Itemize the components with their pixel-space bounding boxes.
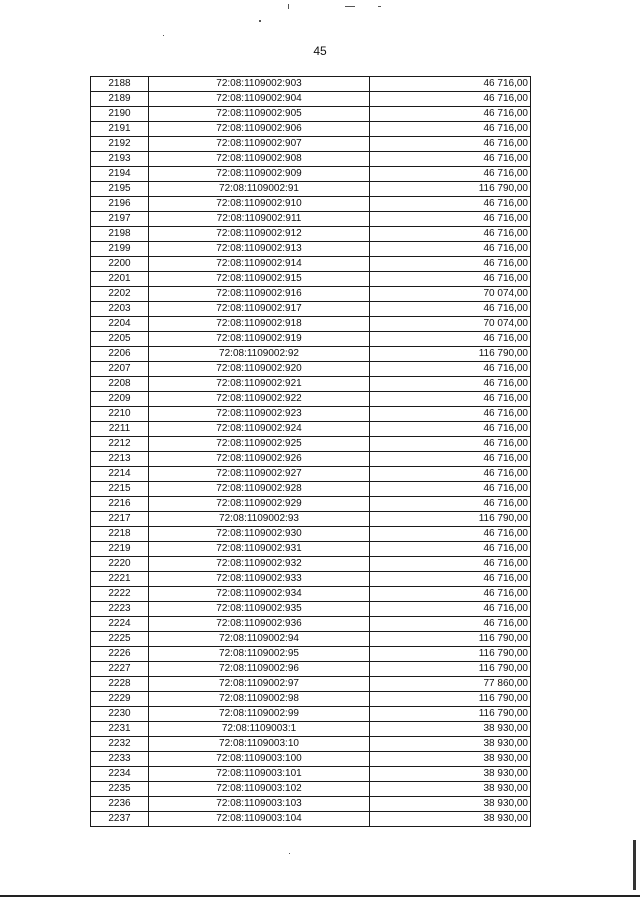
- table-row: [91, 482, 531, 497]
- cadastral-number-cell: 72:08:1109002:920: [149, 362, 370, 377]
- value-cell: 46 716,00: [370, 542, 531, 557]
- row-number-cell: 2220: [91, 557, 149, 572]
- cadastral-number-cell: 72:08:1109002:93: [149, 512, 370, 527]
- cadastral-number-cell: 72:08:1109002:907: [149, 137, 370, 152]
- table-row: [91, 317, 531, 332]
- table-row: [91, 272, 531, 287]
- row-number-cell: 2189: [91, 92, 149, 107]
- cadastral-number-cell: 72:08:1109002:925: [149, 437, 370, 452]
- table-row: [91, 572, 531, 587]
- page-number: 45: [313, 44, 327, 58]
- row-number-cell: 2227: [91, 662, 149, 677]
- table-row: [91, 437, 531, 452]
- cadastral-number-cell: 72:08:1109002:924: [149, 422, 370, 437]
- value-cell: 116 790,00: [370, 182, 531, 197]
- table-row: [91, 242, 531, 257]
- row-number-cell: 2207: [91, 362, 149, 377]
- cadastral-number-cell: 72:08:1109002:919: [149, 332, 370, 347]
- value-cell: 46 716,00: [370, 407, 531, 422]
- row-number-cell: 2204: [91, 317, 149, 332]
- table-row: [91, 167, 531, 182]
- cadastral-number-cell: 72:08:1109002:905: [149, 107, 370, 122]
- row-number-cell: 2206: [91, 347, 149, 362]
- cadastral-number-cell: 72:08:1109002:930: [149, 527, 370, 542]
- row-number-cell: 2205: [91, 332, 149, 347]
- value-cell: 46 716,00: [370, 557, 531, 572]
- value-cell: 38 930,00: [370, 767, 531, 782]
- table-row: [91, 467, 531, 482]
- cadastral-number-cell: 72:08:1109002:923: [149, 407, 370, 422]
- cadastral-number-cell: 72:08:1109003:10: [149, 737, 370, 752]
- table-row: [91, 212, 531, 227]
- scan-speck: [378, 6, 381, 7]
- value-cell: 46 716,00: [370, 392, 531, 407]
- cadastral-number-cell: 72:08:1109002:929: [149, 497, 370, 512]
- row-number-cell: 2188: [91, 77, 149, 92]
- row-number-cell: 2213: [91, 452, 149, 467]
- row-number-cell: 2218: [91, 527, 149, 542]
- table-row: [91, 752, 531, 767]
- value-cell: 46 716,00: [370, 467, 531, 482]
- value-cell: 46 716,00: [370, 212, 531, 227]
- value-cell: 46 716,00: [370, 602, 531, 617]
- row-number-cell: 2217: [91, 512, 149, 527]
- cadastral-number-cell: 72:08:1109002:99: [149, 707, 370, 722]
- cadastral-number-cell: 72:08:1109002:97: [149, 677, 370, 692]
- row-number-cell: 2209: [91, 392, 149, 407]
- table-row: [91, 77, 531, 92]
- row-number-cell: 2193: [91, 152, 149, 167]
- cadastral-number-cell: 72:08:1109002:94: [149, 632, 370, 647]
- cadastral-number-cell: 72:08:1109002:96: [149, 662, 370, 677]
- row-number-cell: 2216: [91, 497, 149, 512]
- row-number-cell: 2219: [91, 542, 149, 557]
- row-number-cell: 2208: [91, 377, 149, 392]
- row-number-cell: 2215: [91, 482, 149, 497]
- table-row: [91, 587, 531, 602]
- cadastral-number-cell: 72:08:1109002:904: [149, 92, 370, 107]
- cadastral-number-cell: 72:08:1109003:100: [149, 752, 370, 767]
- row-number-cell: 2190: [91, 107, 149, 122]
- scan-speck: [345, 6, 355, 7]
- table-row: [91, 92, 531, 107]
- cadastral-number-cell: 72:08:1109002:914: [149, 257, 370, 272]
- cadastral-number-cell: 72:08:1109002:913: [149, 242, 370, 257]
- value-cell: 46 716,00: [370, 332, 531, 347]
- table-row: [91, 602, 531, 617]
- table-row: [91, 692, 531, 707]
- value-cell: 46 716,00: [370, 152, 531, 167]
- value-cell: 46 716,00: [370, 527, 531, 542]
- row-number-cell: 2212: [91, 437, 149, 452]
- register-table: [90, 76, 531, 827]
- row-number-cell: 2226: [91, 647, 149, 662]
- table-row: [91, 302, 531, 317]
- cadastral-number-cell: 72:08:1109002:95: [149, 647, 370, 662]
- cadastral-number-cell: 72:08:1109002:928: [149, 482, 370, 497]
- row-number-cell: 2224: [91, 617, 149, 632]
- table-row: [91, 197, 531, 212]
- table-row: [91, 107, 531, 122]
- table-row: [91, 287, 531, 302]
- row-number-cell: 2195: [91, 182, 149, 197]
- table-row: [91, 422, 531, 437]
- table-row: [91, 407, 531, 422]
- value-cell: 46 716,00: [370, 272, 531, 287]
- row-number-cell: 2221: [91, 572, 149, 587]
- row-number-cell: 2201: [91, 272, 149, 287]
- row-number-cell: 2231: [91, 722, 149, 737]
- table-row: [91, 377, 531, 392]
- table-row: [91, 122, 531, 137]
- cadastral-number-cell: 72:08:1109002:922: [149, 392, 370, 407]
- row-number-cell: 2203: [91, 302, 149, 317]
- row-number-cell: 2233: [91, 752, 149, 767]
- table-row: [91, 497, 531, 512]
- value-cell: 116 790,00: [370, 512, 531, 527]
- value-cell: 46 716,00: [370, 227, 531, 242]
- cadastral-number-cell: 72:08:1109002:936: [149, 617, 370, 632]
- cadastral-number-cell: 72:08:1109003:101: [149, 767, 370, 782]
- value-cell: 116 790,00: [370, 662, 531, 677]
- value-cell: 46 716,00: [370, 452, 531, 467]
- row-number-cell: 2191: [91, 122, 149, 137]
- value-cell: 46 716,00: [370, 302, 531, 317]
- table-row: [91, 632, 531, 647]
- cadastral-number-cell: 72:08:1109002:909: [149, 167, 370, 182]
- table-row: [91, 332, 531, 347]
- row-number-cell: 2229: [91, 692, 149, 707]
- cadastral-number-cell: 72:08:1109002:908: [149, 152, 370, 167]
- value-cell: 116 790,00: [370, 647, 531, 662]
- row-number-cell: 2223: [91, 602, 149, 617]
- value-cell: 46 716,00: [370, 107, 531, 122]
- cadastral-number-cell: 72:08:1109002:906: [149, 122, 370, 137]
- table-row: [91, 617, 531, 632]
- table-row: [91, 257, 531, 272]
- row-number-cell: 2232: [91, 737, 149, 752]
- table-row: [91, 452, 531, 467]
- cadastral-number-cell: 72:08:1109002:915: [149, 272, 370, 287]
- table-row: [91, 662, 531, 677]
- table-row: [91, 797, 531, 812]
- table-row: [91, 362, 531, 377]
- row-number-cell: 2230: [91, 707, 149, 722]
- value-cell: 116 790,00: [370, 707, 531, 722]
- table-row: [91, 527, 531, 542]
- value-cell: 46 716,00: [370, 92, 531, 107]
- scan-speck: [288, 4, 289, 9]
- value-cell: 116 790,00: [370, 632, 531, 647]
- value-cell: 46 716,00: [370, 77, 531, 92]
- cadastral-number-cell: 72:08:1109002:912: [149, 227, 370, 242]
- table-row: [91, 677, 531, 692]
- table-row: [91, 722, 531, 737]
- register-table-body: [91, 77, 531, 827]
- row-number-cell: 2196: [91, 197, 149, 212]
- value-cell: 46 716,00: [370, 437, 531, 452]
- value-cell: 38 930,00: [370, 812, 531, 827]
- table-row: [91, 782, 531, 797]
- row-number-cell: 2199: [91, 242, 149, 257]
- table-row: [91, 767, 531, 782]
- value-cell: 38 930,00: [370, 737, 531, 752]
- value-cell: 70 074,00: [370, 287, 531, 302]
- cadastral-number-cell: 72:08:1109002:917: [149, 302, 370, 317]
- cadastral-number-cell: 72:08:1109002:932: [149, 557, 370, 572]
- table-row: [91, 647, 531, 662]
- cadastral-number-cell: 72:08:1109002:935: [149, 602, 370, 617]
- scan-speck: [289, 853, 290, 854]
- value-cell: 116 790,00: [370, 692, 531, 707]
- cadastral-number-cell: 72:08:1109002:933: [149, 572, 370, 587]
- table-row: [91, 137, 531, 152]
- scan-edge-bottom: [0, 895, 640, 897]
- row-number-cell: 2222: [91, 587, 149, 602]
- row-number-cell: 2210: [91, 407, 149, 422]
- table-row: [91, 347, 531, 362]
- value-cell: 77 860,00: [370, 677, 531, 692]
- value-cell: 46 716,00: [370, 242, 531, 257]
- cadastral-number-cell: 72:08:1109003:104: [149, 812, 370, 827]
- table-row: [91, 152, 531, 167]
- table-row: [91, 542, 531, 557]
- cadastral-number-cell: 72:08:1109002:918: [149, 317, 370, 332]
- cadastral-number-cell: 72:08:1109002:91: [149, 182, 370, 197]
- row-number-cell: 2197: [91, 212, 149, 227]
- cadastral-number-cell: 72:08:1109002:98: [149, 692, 370, 707]
- cadastral-number-cell: 72:08:1109002:92: [149, 347, 370, 362]
- value-cell: 38 930,00: [370, 722, 531, 737]
- table-row: [91, 392, 531, 407]
- value-cell: 46 716,00: [370, 197, 531, 212]
- value-cell: 38 930,00: [370, 752, 531, 767]
- cadastral-number-cell: 72:08:1109003:1: [149, 722, 370, 737]
- scan-speck: [163, 35, 164, 36]
- value-cell: 46 716,00: [370, 497, 531, 512]
- row-number-cell: 2214: [91, 467, 149, 482]
- table-row: [91, 512, 531, 527]
- value-cell: 46 716,00: [370, 572, 531, 587]
- cadastral-number-cell: 72:08:1109002:903: [149, 77, 370, 92]
- value-cell: 46 716,00: [370, 137, 531, 152]
- cadastral-number-cell: 72:08:1109002:927: [149, 467, 370, 482]
- cadastral-number-cell: 72:08:1109003:102: [149, 782, 370, 797]
- scan-edge-right: [633, 840, 636, 890]
- table-row: [91, 737, 531, 752]
- row-number-cell: 2225: [91, 632, 149, 647]
- cadastral-number-cell: 72:08:1109002:934: [149, 587, 370, 602]
- value-cell: 46 716,00: [370, 377, 531, 392]
- row-number-cell: 2202: [91, 287, 149, 302]
- row-number-cell: 2194: [91, 167, 149, 182]
- value-cell: 46 716,00: [370, 362, 531, 377]
- cadastral-number-cell: 72:08:1109002:926: [149, 452, 370, 467]
- table-row: [91, 812, 531, 827]
- cadastral-number-cell: 72:08:1109002:921: [149, 377, 370, 392]
- cadastral-number-cell: 72:08:1109002:910: [149, 197, 370, 212]
- value-cell: 38 930,00: [370, 782, 531, 797]
- value-cell: 46 716,00: [370, 257, 531, 272]
- cadastral-number-cell: 72:08:1109003:103: [149, 797, 370, 812]
- cadastral-number-cell: 72:08:1109002:931: [149, 542, 370, 557]
- row-number-cell: 2236: [91, 797, 149, 812]
- row-number-cell: 2211: [91, 422, 149, 437]
- row-number-cell: 2234: [91, 767, 149, 782]
- cadastral-number-cell: 72:08:1109002:916: [149, 287, 370, 302]
- value-cell: 46 716,00: [370, 587, 531, 602]
- row-number-cell: 2192: [91, 137, 149, 152]
- row-number-cell: 2228: [91, 677, 149, 692]
- value-cell: 46 716,00: [370, 482, 531, 497]
- table-row: [91, 707, 531, 722]
- value-cell: 116 790,00: [370, 347, 531, 362]
- row-number-cell: 2198: [91, 227, 149, 242]
- row-number-cell: 2200: [91, 257, 149, 272]
- value-cell: 46 716,00: [370, 617, 531, 632]
- row-number-cell: 2235: [91, 782, 149, 797]
- row-number-cell: 2237: [91, 812, 149, 827]
- value-cell: 70 074,00: [370, 317, 531, 332]
- value-cell: 46 716,00: [370, 122, 531, 137]
- value-cell: 46 716,00: [370, 167, 531, 182]
- table-row: [91, 227, 531, 242]
- table-row: [91, 557, 531, 572]
- cadastral-number-cell: 72:08:1109002:911: [149, 212, 370, 227]
- value-cell: 46 716,00: [370, 422, 531, 437]
- table-row: [91, 182, 531, 197]
- scan-speck: [259, 20, 261, 22]
- value-cell: 38 930,00: [370, 797, 531, 812]
